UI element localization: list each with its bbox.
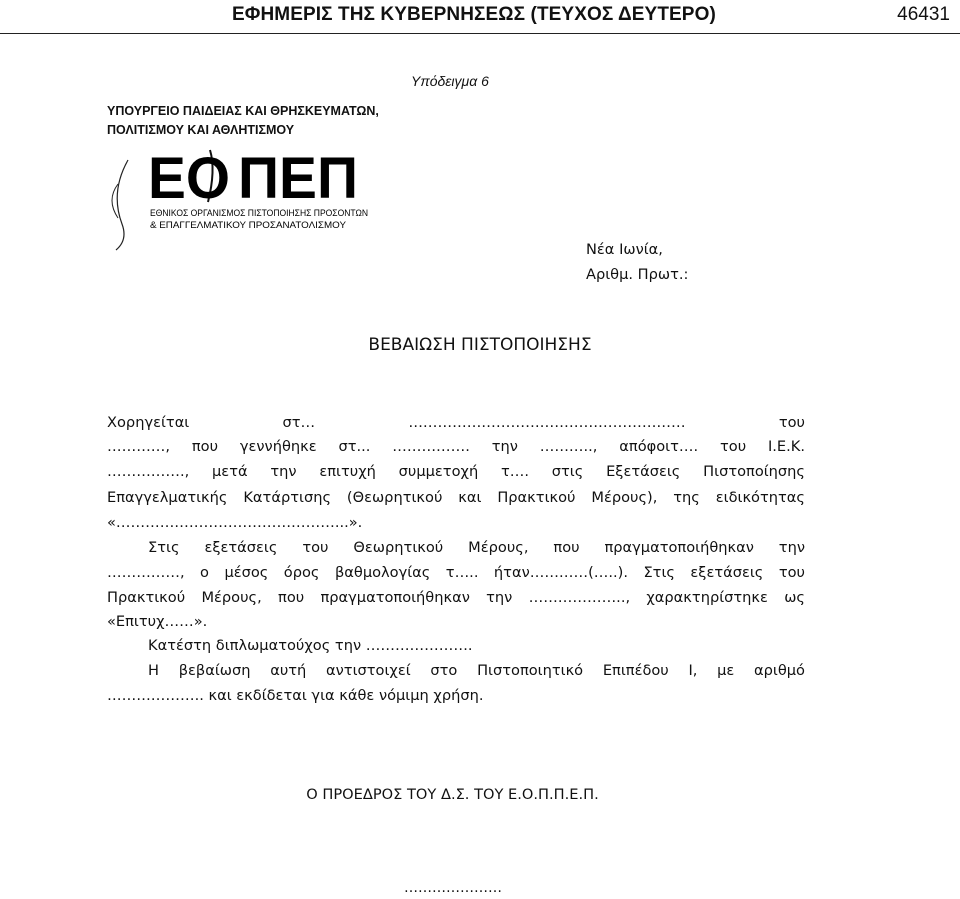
body-line-2: …………, που γεννήθηκε στ... ……………. την ……….., απόφοιτ…. του Ι.Ε.Κ. [107,438,805,455]
ministry-line-2: ΠΟΛΙΤΙΣΜΟΥ ΚΑΙ ΑΘΛΗΤΙΣΜΟΥ [107,123,295,137]
president-title: Ο ΠΡΟΕΔΡΟΣ ΤΟΥ Δ.Σ. ΤΟΥ Ε.Ο.Π.Π.Ε.Π. [306,786,599,803]
logo-swoosh [116,160,128,250]
ministry-line-1: ΥΠΟΥΡΓΕΙΟ ΠΑΙΔΕΙΑΣ ΚΑΙ ΘΡΗΣΚΕΥΜΑΤΩΝ, [107,104,379,118]
body-line-9: «Επιτυχ……». [107,613,208,630]
body-line-3: ……………., μετά την επιτυχή συμμετοχή τ…. στις Εξετάσεις Πιστοποίησης [107,463,805,480]
body-line-6: Στις εξετάσεις του Θεωρητικού Μέρους, που πραγματοποιήθηκαν την [148,539,805,556]
sample-label: Υπόδειγμα 6 [411,73,489,89]
eoppep-logo [88,140,378,265]
body-line-7: ……………, ο μέσος όρος βαθμολογίας τ….. ήταν…………(…..). Στις εξετάσεις του [107,564,805,581]
protocol-number-line: Αριθμ. Πρωτ.: [586,266,689,283]
page-number: 46431 [897,4,950,25]
logo-graphic [88,140,378,265]
gazette-title: ΕΦΗΜΕΡΙΣ ΤΗΣ ΚΥΒΕΡΝΗΣΕΩΣ (ΤΕΥΧΟΣ ΔΕΥΤΕΡΟ) [232,4,716,25]
signature-placeholder: ………………… [404,880,502,896]
body-line-12: ……………….. και εκδίδεται για κάθε νόμιμη χρήση. [107,687,484,704]
logo-mark-left: ΕΟ [148,146,230,211]
logo-mark-right: ΠΕΠ [238,146,358,211]
certificate-title: ΒΕΒΑΙΩΣΗ ΠΙΣΤΟΠΟΙΗΣΗΣ [368,335,592,355]
place-line: Νέα Ιωνία, [586,241,663,258]
body-line-10: Κατέστη διπλωματούχος την …………………. [148,637,473,654]
page-header [0,0,960,32]
body-line-1: Χορηγείται στ… ………………………………………………… του [107,414,805,431]
body-line-11: Η βεβαίωση αυτή αντιστοιχεί στο Πιστοποιητικό Επιπέδου Ι, με αριθμό [148,662,805,679]
body-line-8: Πρακτικού Μέρους, που πραγματοποιήθηκαν την ……………….., χαρακτηρίστηκε ως [107,589,805,606]
body-line-4: Επαγγελματικής Κατάρτισης (Θεωρητικού και Πρακτικού Μέρους), της ειδικότητας [107,489,805,506]
logo-subtitle-1: ΕΘΝΙΚΟΣ ΟΡΓΑΝΙΣΜΟΣ ΠΙΣΤΟΠΟΙΗΣΗΣ ΠΡΟΣΟΝΤΩΝ [150,208,368,218]
body-line-5: «………………………………………...». [107,514,363,531]
logo-subtitle-2: & ΕΠΑΓΓΕΛΜΑΤΙΚΟΥ ΠΡΟΣΑΝΑΤΟΛΙΣΜΟΥ [150,220,346,230]
header-divider [0,33,960,34]
